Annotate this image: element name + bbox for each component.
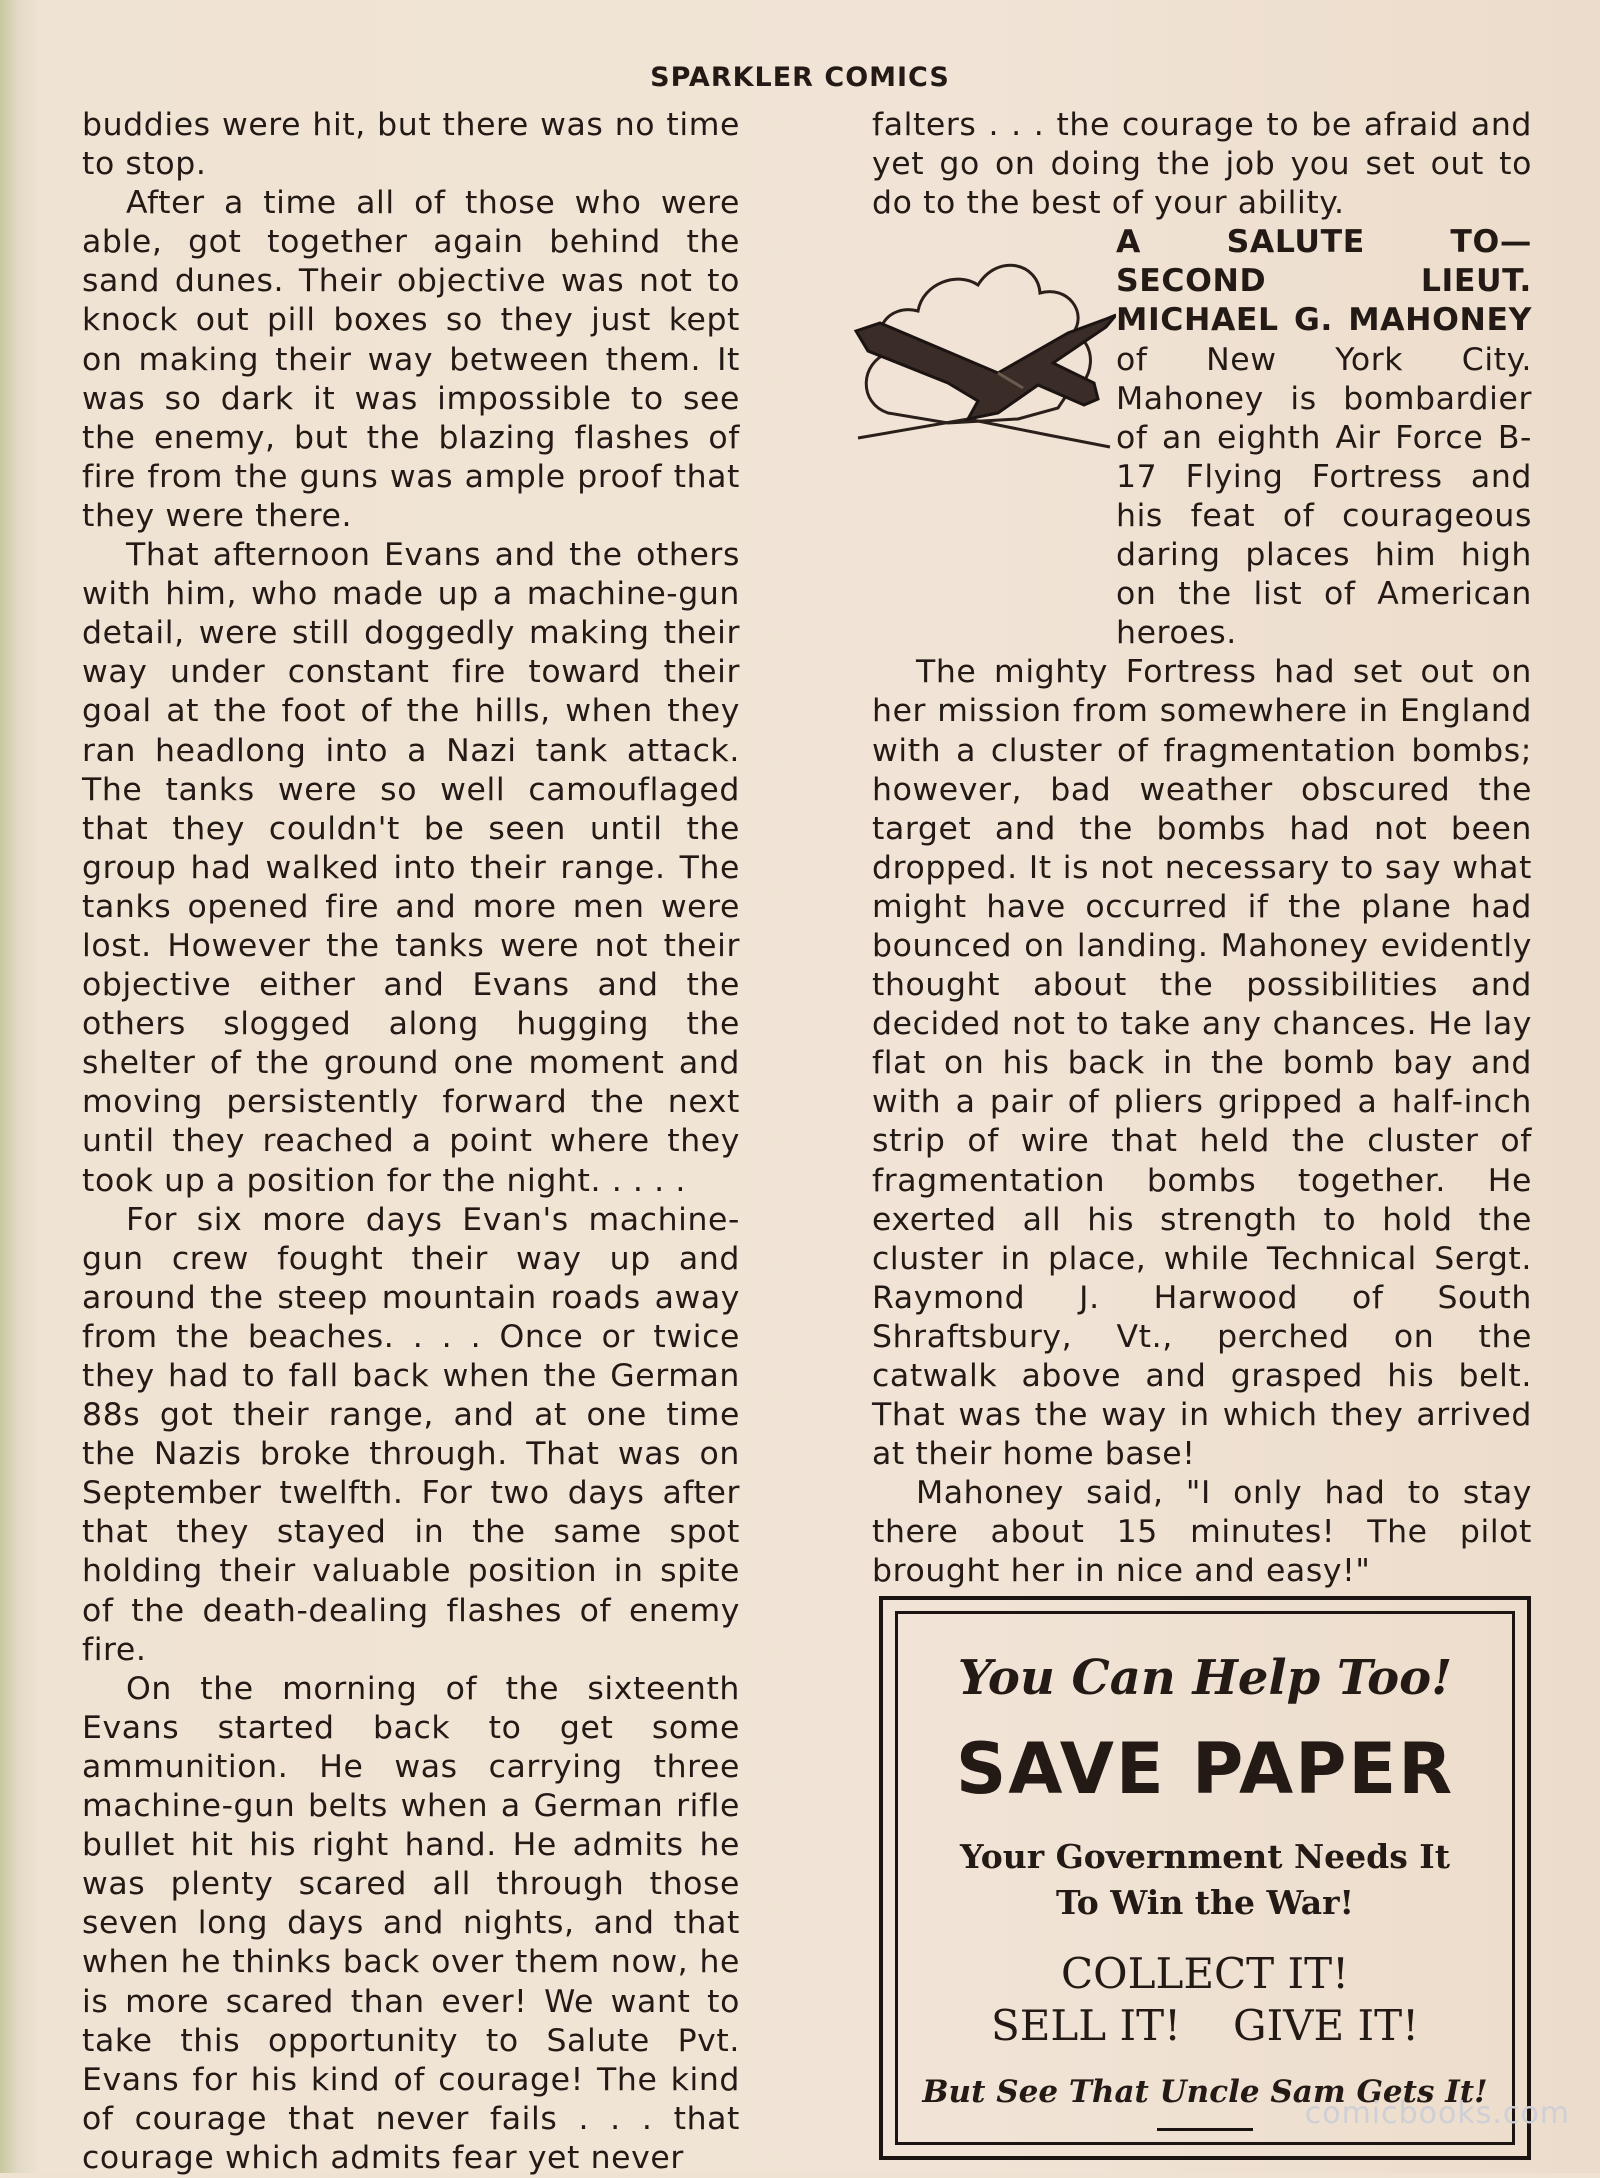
salute-heading: A SALUTE TO—SECOND LIEUT. MICHAEL G. MAHONEY xyxy=(1116,224,1532,339)
salute-intro xyxy=(1116,223,1532,653)
ad-divider xyxy=(1157,2128,1253,2131)
ad-subtitle-line: To Win the War! xyxy=(1056,1883,1354,1922)
save-paper-ad xyxy=(895,1611,1515,2145)
salute-section xyxy=(872,223,1532,653)
page-header: SPARKLER COMICS xyxy=(650,62,950,93)
left-column xyxy=(82,106,740,2178)
right-paragraph: The mighty Fortress had set out on her mission from somewhere in England with a cluster of fragmentation bombs; however, bad weather obscured the target and the bombs had not been dropped. It is not necessary to say what might have occurred if the plane had bounced on landing. Mahoney evidently thought about the possibilities and decided not to take any chances. He lay flat on his back in the bomb bay and with a pair of pliers gripped a half-inch strip of wire that held the cluster of fragmentation bombs together. He exerted all his strength to hold the cluster in place, while Technical Sergt. Raymond J. Harwood of South Shraftsbury, Vt., perched on the catwalk above and grasped his belt. That was the way in which they arrived at their home base! xyxy=(872,654,1532,1473)
right-paragraph: Mahoney said, "I only had to stay there about 15 minutes! The pilot brought her in nice and easy!" xyxy=(872,1475,1532,1590)
ad-subtitle xyxy=(898,1834,1512,1926)
b17-bomber-plane-icon xyxy=(848,223,1116,473)
ad-action-give: GIVE IT! xyxy=(1233,2001,1419,2050)
right-intro: falters . . . the courage to be afraid and yet go on doing the job you set out to do to the best of your ability. xyxy=(872,107,1532,222)
left-paragraph: buddies were hit, but there was no time to stop. xyxy=(82,107,740,183)
ad-footer: But See That Uncle Sam Gets It! xyxy=(922,2074,1488,2110)
ad-action-sell: SELL IT! xyxy=(990,2001,1182,2050)
ad-subtitle-line: Your Government Needs It xyxy=(960,1837,1450,1876)
left-paragraph: For six more days Evan's machine-gun crew fought their way up and around the steep mountain roads away from the beaches. . . . Once or twice they had to fall back when the German 88s got their range, and at one time the Nazis broke through. That was on September twelfth. For two days after that they stayed in the same spot holding their valuable position in spite of the death-dealing flashes of enemy fire. xyxy=(82,1201,740,1668)
ad-headline: You Can Help Too! xyxy=(957,1650,1453,1706)
ad-title: SAVE PAPER xyxy=(955,1728,1455,1810)
watermark: comicbooks.com xyxy=(1304,2096,1570,2131)
right-column xyxy=(872,106,1532,1592)
ad-action-collect: COLLECT IT! xyxy=(1061,1949,1349,1998)
left-paragraph: On the morning of the sixteenth Evans started back to get some ammunition. He was carrying three machine-gun belts when a German rifle bullet hit his right hand. He admits he was plenty scared all through those seven long days and nights, and that when he thinks back over them now, he is more scared than ever! We want to take this opportunity to Salute Pvt. Evans for his kind of courage! The kind of courage that never fails . . . that courage which admits fear yet never xyxy=(82,1670,740,2176)
left-paragraph: That afternoon Evans and the others with him, who made up a machine-gun detail, were still doggedly making their way under constant fire toward their goal at the foot of the hills, when they ran headlong into a Nazi tank attack. The tanks were so well camouflaged that they couldn't be seen until the group had walked into their range. The tanks opened fire and more men were lost. However the tanks were not their objective either and Evans and the others slogged along hugging the shelter of the ground one moment and moving persistently forward the next until they reached a point where they took up a position for the night. . . . . xyxy=(82,537,740,1199)
salute-body: of New York City. Mahoney is bombardier of an eighth Air Force B-17 Flying Fortress and his feat of courageous daring places him high on the list of American heroes. xyxy=(1116,341,1532,652)
ad-actions xyxy=(898,1948,1512,2052)
left-paragraph: After a time all of those who were able, got together again behind the sand dunes. Their objective was not to knock out pill boxes so they just kept on making their way between them. It was so dark it was impossible to see the enemy, but the blazing flashes of fire from the guns was ample proof that they were there. xyxy=(82,185,740,534)
